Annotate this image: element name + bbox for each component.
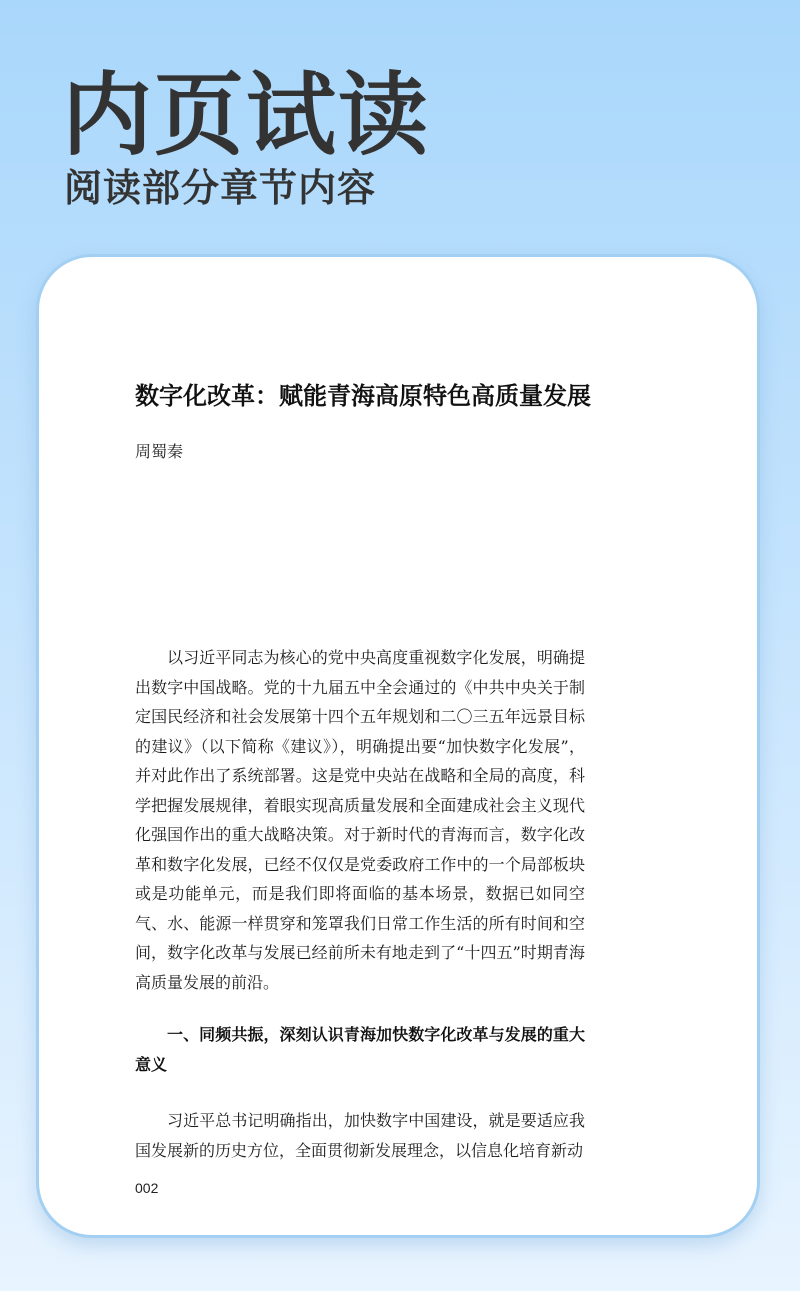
page-title: 内页试读 (62, 63, 430, 168)
body-paragraph: 以习近平同志为核心的党中央高度重视数字化发展，明确提出数字中国战略。党的十九届五中全会通过的《中共中央关于制定国民经济和社会发展第十四个五年规划和二〇三五年远景目标的建议》（以下简称《建议》），明确提出要“加快数字化发展”，并对此作出了系统部署。这是党中央站在战略和全局的高度，科学把握发展规律，着眼实现高质量发展和全面建成社会主义现代化强国作出的重大战略决策。对于新时代的青海而言，数字化改革和数字化发展，已经不仅仅是党委政府工作中的一个局部板块或是功能单元，而是我们即将面临的基本场景，数据已如同空气、水、能源一样贯穿和笼罩我们日常工作生活的所有时间和空间，数字化改革与发展已经前所未有地走到了“十四五”时期青海高质量发展的前沿。 (135, 648, 585, 992)
article-title: 数字化改革：赋能青海高原特色高质量发展 (135, 381, 591, 410)
article-author: 周蜀秦 (135, 442, 184, 461)
section-heading: 一、同频共振，深刻认识青海加快数字化改革与发展的重大意义 (135, 1025, 585, 1074)
page-subtitle: 阅读部分章节内容 (64, 166, 377, 210)
page-number: 002 (135, 1180, 159, 1196)
body-paragraph: 习近平总书记明确指出，加快数字中国建设，就是要适应我国发展新的历史方位，全面贯彻新发展理念，以信息化培育新动 (135, 1111, 585, 1160)
